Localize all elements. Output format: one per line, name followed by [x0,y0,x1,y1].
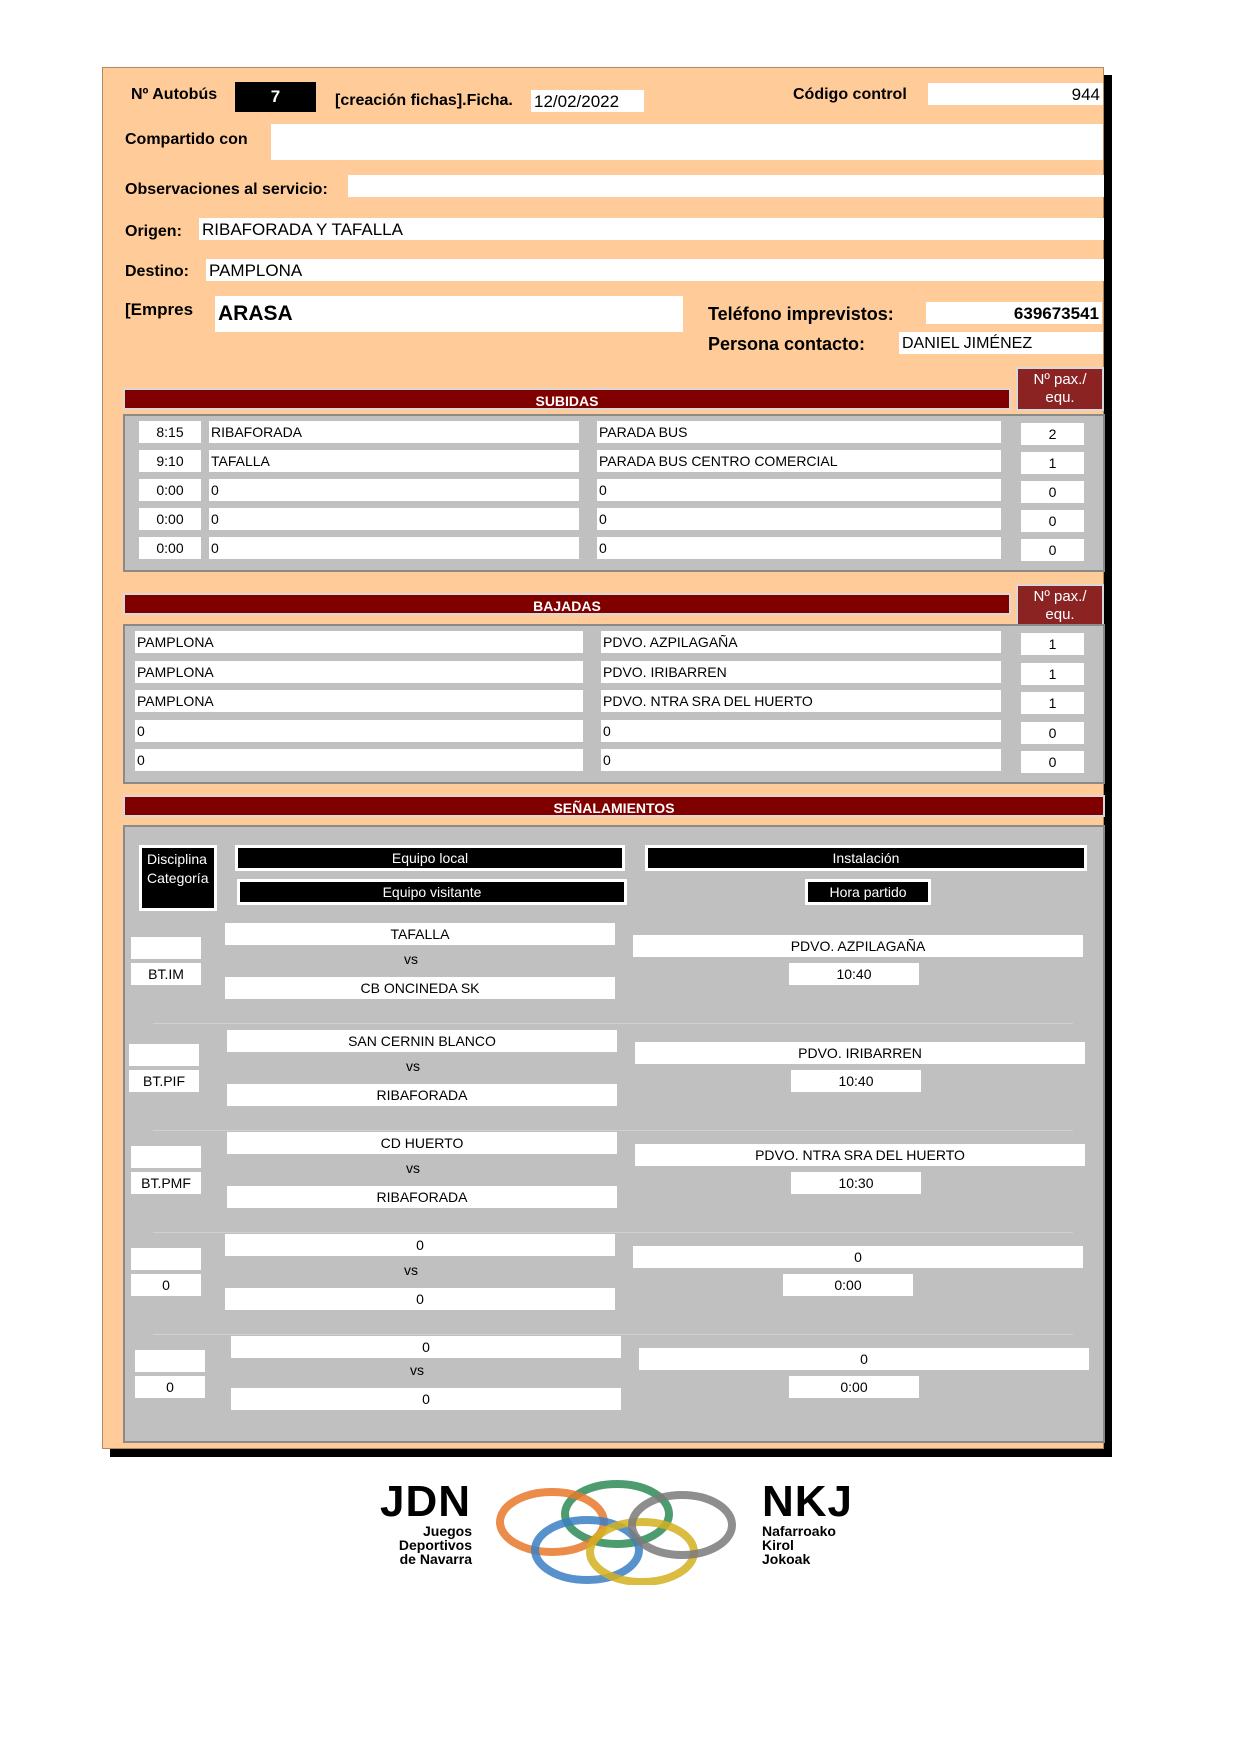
match-venue: PDVO. IRIBARREN [635,1042,1085,1064]
destination-label: Destino: [125,263,189,280]
bajadas-pax: 1 [1021,663,1084,685]
match-separator [153,1334,1073,1335]
contact-field: DANIEL JIMÉNEZ [899,332,1103,354]
bajadas-stop: PDVO. IRIBARREN [601,661,1001,683]
ficha-label: [creación fichas].Ficha. [335,92,513,109]
nkj-line-1: Nafarroako [762,1523,836,1539]
subidas-pax: 0 [1021,539,1084,561]
match-disciplina [135,1350,205,1372]
match-time: 0:00 [789,1376,919,1398]
match-local-team: 0 [225,1234,615,1256]
subidas-time: 0:00 [139,537,201,559]
jdn-nkj-logo [380,1477,880,1590]
match-local-team: CD HUERTO [227,1132,617,1154]
bus-number-value: 7 [235,82,316,112]
date-field: 12/02/2022 [531,90,644,112]
bajadas-town: PAMPLONA [135,631,583,653]
bajadas-pax: 0 [1021,722,1084,744]
senalamientos-title: SEÑALAMIENTOS [123,795,1105,817]
origin-label: Origen: [125,223,182,240]
subidas-time: 9:10 [139,450,201,472]
match-separator [153,1232,1073,1233]
shared-field [271,124,1103,160]
rings-icon [492,1480,742,1585]
nkj-text [762,1524,836,1566]
match-local-team: TAFALLA [225,923,615,945]
subidas-pax: 1 [1021,452,1084,474]
shared-label: Compartido con [125,131,248,148]
match-row [125,1132,1103,1224]
bajadas-stop: PDVO. NTRA SRA DEL HUERTO [601,690,1001,712]
subidas-stop: PARADA BUS CENTRO COMERCIAL [597,450,1001,472]
match-disciplina [129,1044,199,1066]
bajadas-stop: PDVO. AZPILAGAÑA [601,631,1001,653]
subidas-pax: 2 [1021,423,1084,445]
match-vs: vs [410,1362,424,1378]
match-venue: PDVO. AZPILAGAÑA [633,935,1083,957]
match-venue: 0 [633,1246,1083,1268]
subidas-time: 0:00 [139,508,201,530]
subidas-stop: 0 [597,508,1001,530]
bajadas-town: PAMPLONA [135,661,583,683]
company-field: ARASA [215,296,683,332]
match-venue: PDVO. NTRA SRA DEL HUERTO [635,1144,1085,1166]
nkj-acronym: NKJ [762,1477,854,1526]
match-vs: vs [404,951,418,967]
match-visitor-team: RIBAFORADA [227,1186,617,1208]
subidas-town: 0 [209,479,579,501]
match-vs: vs [406,1160,420,1176]
bajadas-town: 0 [135,749,583,771]
local-team-header: Equipo local [235,845,625,871]
bajadas-pax-header: Nº pax./ equ. [1016,584,1104,628]
bajadas-town: 0 [135,720,583,742]
nkj-line-3: Jokoak [762,1551,811,1567]
match-vs: vs [406,1058,420,1074]
phone-field: 639673541 [926,302,1102,324]
match-disciplina [131,937,201,959]
subidas-town: RIBAFORADA [209,421,579,443]
bus-service-sheet [102,67,1104,1449]
subidas-stop: PARADA BUS [597,421,1001,443]
match-time: 10:30 [791,1172,921,1194]
jdn-line-3: de Navarra [399,1551,472,1567]
subidas-panel [123,414,1105,572]
match-time: 10:40 [789,963,919,985]
bajadas-pax: 1 [1021,692,1084,714]
subidas-town: 0 [209,537,579,559]
subidas-time: 8:15 [139,421,201,443]
observations-field [348,175,1104,197]
phone-label: Teléfono imprevistos: [708,304,894,324]
venue-header: Instalación [645,845,1087,871]
company-label: [Empres [125,300,194,319]
match-separator [153,1023,1073,1024]
match-time: 10:40 [791,1070,921,1092]
disciplina-header: Disciplina Categoría [139,845,217,911]
subidas-stop: 0 [597,537,1001,559]
jdn-line-2: Deportivos [398,1537,472,1553]
senalamientos-panel [123,825,1105,1443]
subidas-time: 0:00 [139,479,201,501]
origin-field: RIBAFORADA Y TAFALLA [199,218,1104,240]
contact-label: Persona contacto: [708,334,866,354]
match-categoria: 0 [131,1274,201,1296]
match-row [125,923,1103,1015]
match-categoria: BT.PMF [131,1172,201,1194]
bajadas-stop: 0 [601,749,1001,771]
jdn-text [380,1524,472,1566]
match-local-team: SAN CERNIN BLANCO [227,1030,617,1052]
bajadas-title: BAJADAS [123,593,1011,615]
match-categoria: BT.IM [131,963,201,985]
bajadas-town: PAMPLONA [135,690,583,712]
bajadas-pax: 0 [1021,751,1084,773]
match-vs: vs [404,1262,418,1278]
match-visitor-team: RIBAFORADA [227,1084,617,1106]
match-row [125,1030,1103,1122]
control-code-label: Código control [793,86,907,103]
match-categoria: BT.PIF [129,1070,199,1092]
bajadas-pax: 1 [1021,633,1084,655]
match-local-team: 0 [231,1336,621,1358]
subidas-pax: 0 [1021,481,1084,503]
match-visitor-team: 0 [225,1288,615,1310]
nkj-line-2: Kirol [762,1537,794,1553]
match-row [125,1234,1103,1326]
match-separator [153,1130,1073,1131]
bajadas-stop: 0 [601,720,1001,742]
match-time: 0:00 [783,1274,913,1296]
observations-label: Observaciones al servicio: [125,181,328,198]
match-visitor-team: CB ONCINEDA SK [225,977,615,999]
bus-number-label: Nº Autobús [131,86,218,103]
subidas-pax: 0 [1021,510,1084,532]
match-row [125,1336,1103,1428]
bajadas-panel [123,624,1105,784]
subidas-town: TAFALLA [209,450,579,472]
match-time-header: Hora partido [805,879,931,905]
subidas-stop: 0 [597,479,1001,501]
jdn-line-1: Juegos [422,1523,472,1539]
subidas-town: 0 [209,508,579,530]
destination-field: PAMPLONA [206,259,1104,281]
match-visitor-team: 0 [231,1388,621,1410]
subidas-title: SUBIDAS [123,388,1011,410]
jdn-acronym: JDN [380,1477,472,1526]
match-categoria: 0 [135,1376,205,1398]
match-venue: 0 [639,1348,1089,1370]
subidas-pax-header: Nº pax./ equ. [1016,367,1104,411]
match-disciplina [131,1248,201,1270]
match-disciplina [131,1146,201,1168]
control-code-field: 944 [928,83,1103,105]
visitor-team-header: Equipo visitante [237,879,627,905]
